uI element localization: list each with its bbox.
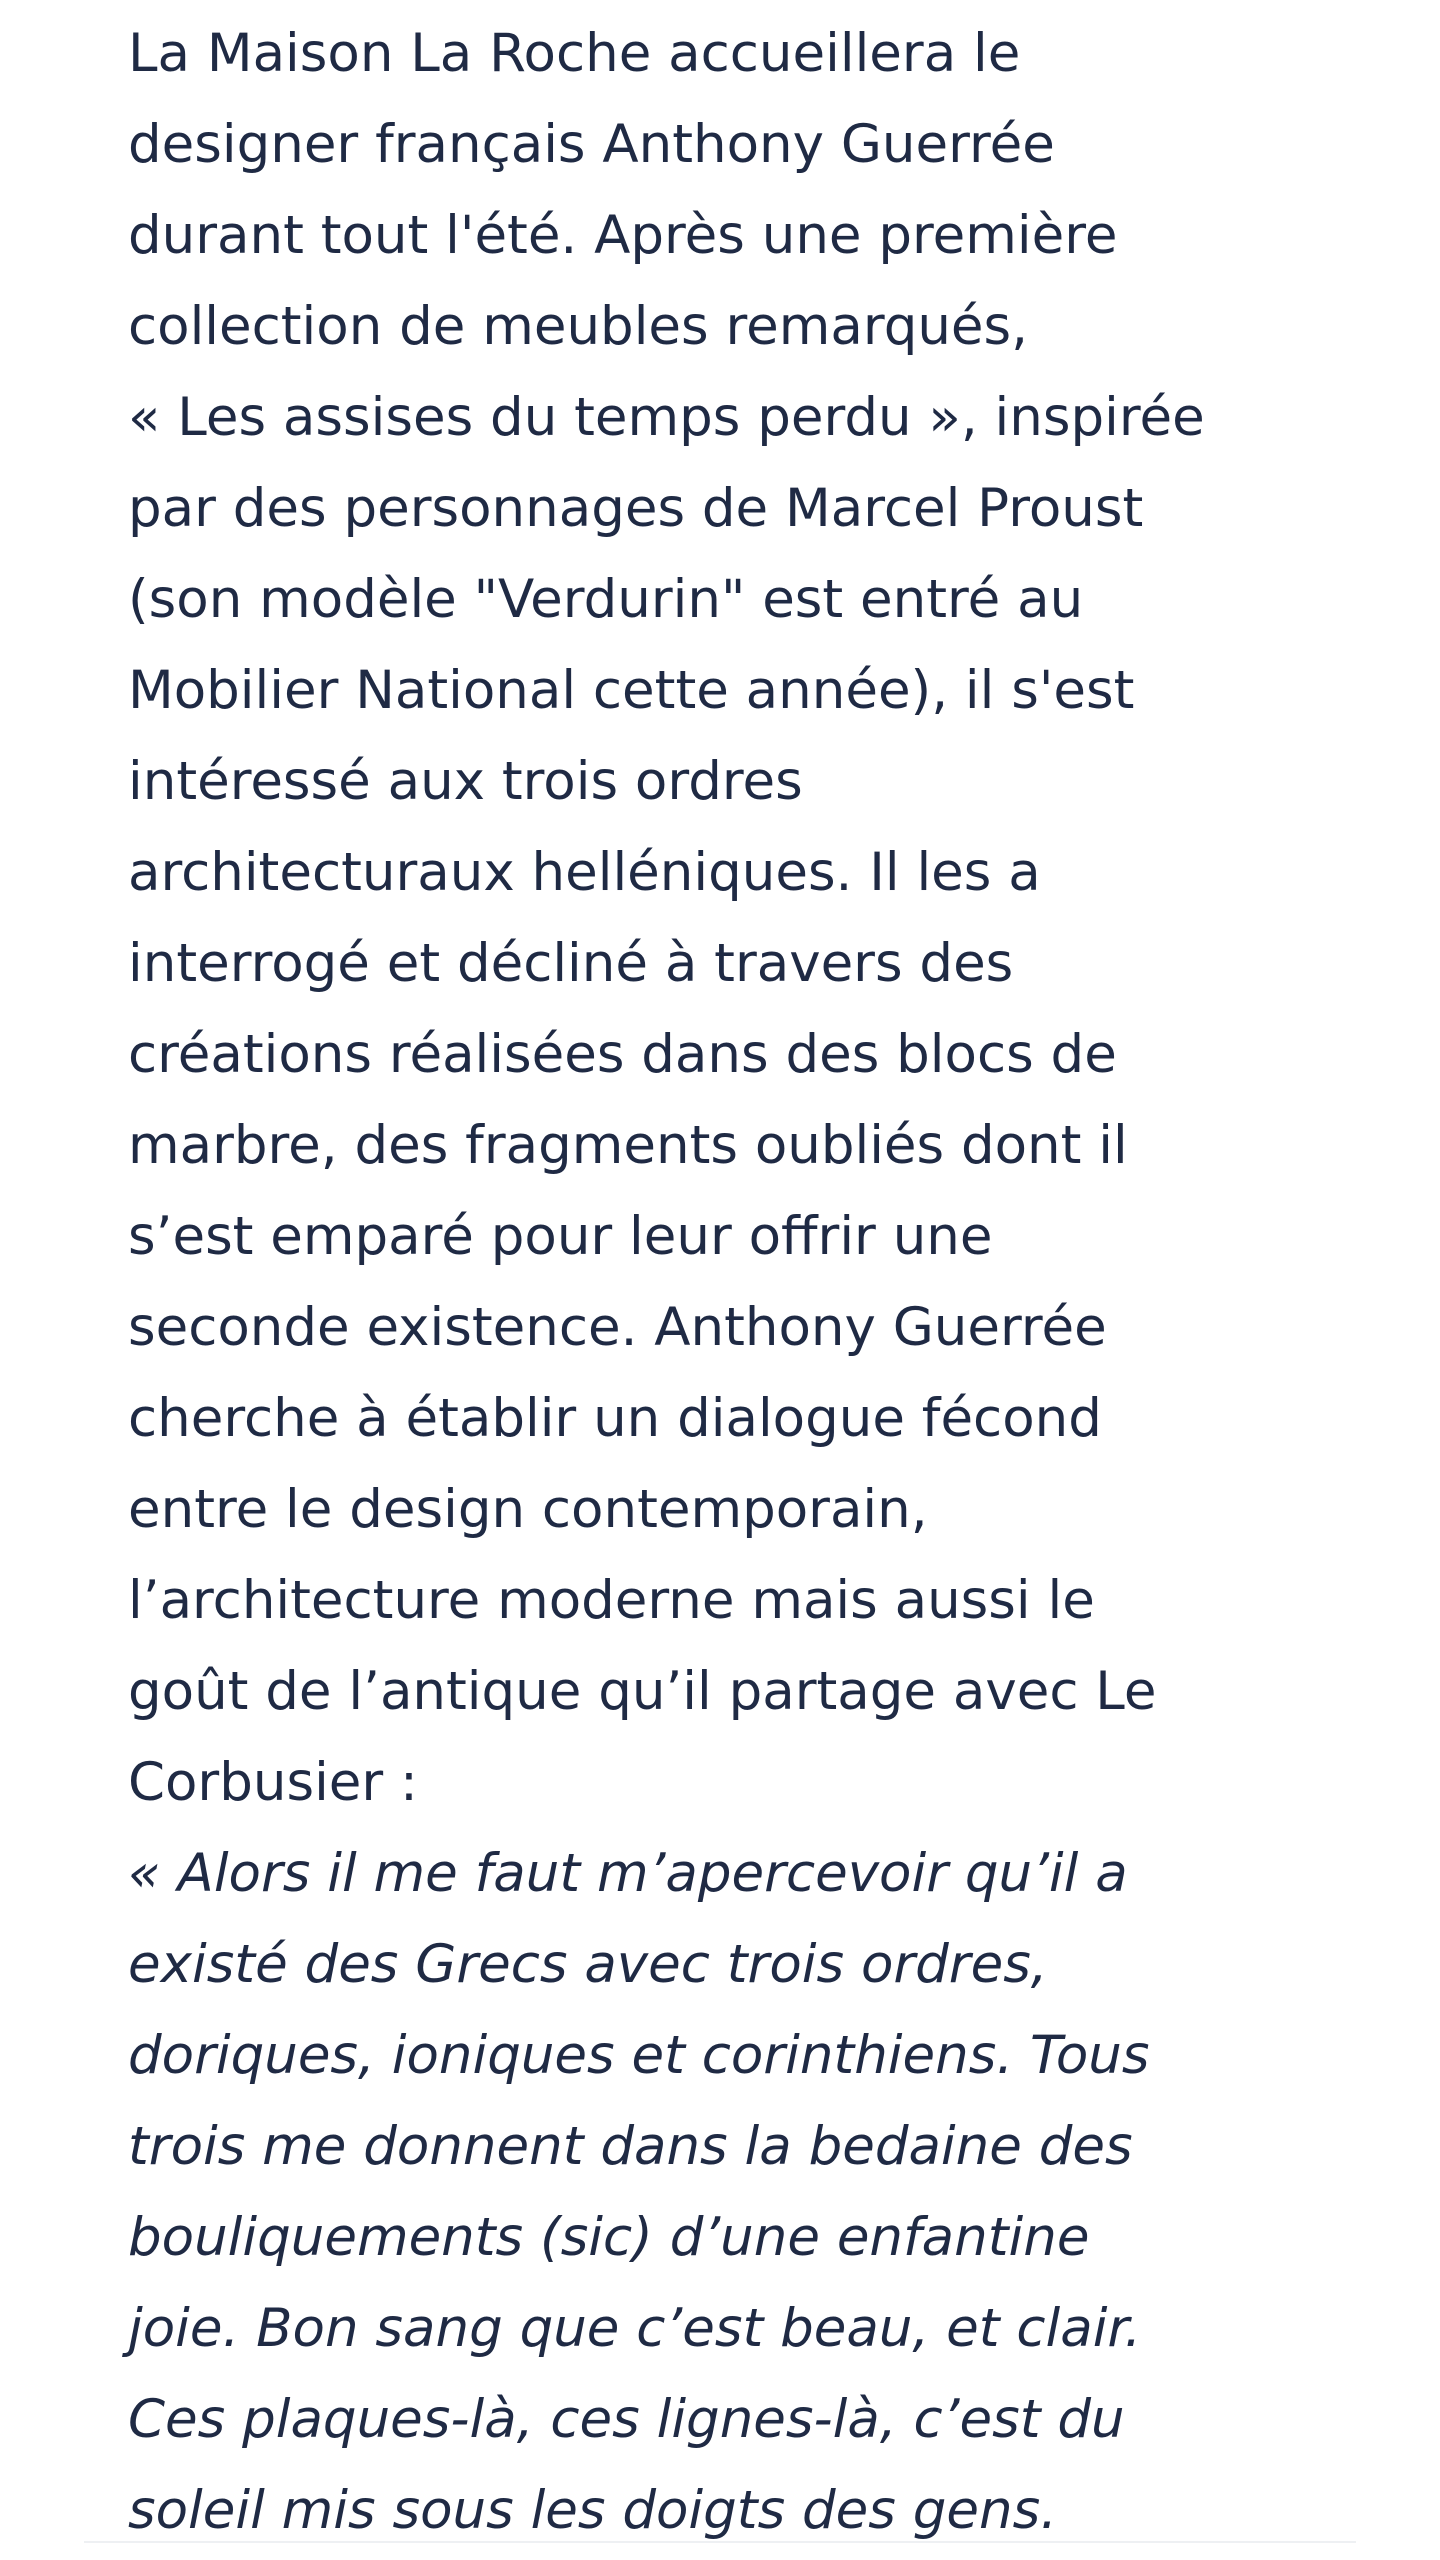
quote-line: Ces plaques-là, ces lignes-là, c’est du: [128, 2389, 1125, 2450]
paragraph-line: La Maison La Roche accueillera le: [128, 23, 1021, 84]
article-body: [128, 8, 1368, 2556]
paragraph-line: s’est emparé pour leur offrir une: [128, 1206, 993, 1267]
quote-line: joie. Bon sang que c’est beau, et clair.: [128, 2298, 1142, 2359]
paragraph-line: (son modèle "Verdurin" est entré au: [128, 569, 1084, 630]
paragraph-line: interrogé et décliné à travers des: [128, 933, 1014, 994]
paragraph-line: architecturaux helléniques. Il les a: [128, 842, 1041, 903]
paragraph-line: Mobilier National cette année), il s'est: [128, 660, 1135, 721]
paragraph-line: designer français Anthony Guerrée: [128, 114, 1055, 175]
bottom-divider: [84, 2541, 1356, 2543]
quote-line: bouliquements (sic) d’une enfantine: [128, 2207, 1090, 2268]
quote-line: « Alors il me faut m’apercevoir qu’il a: [128, 1843, 1128, 1904]
paragraph-line: Corbusier :: [128, 1752, 418, 1813]
paragraph-line: l’architecture moderne mais aussi le: [128, 1570, 1095, 1631]
quote-line: trois me donnent dans la bedaine des: [128, 2116, 1133, 2177]
quote-line: existé des Grecs avec trois ordres,: [128, 1934, 1048, 1995]
paragraph-line: intéressé aux trois ordres: [128, 751, 803, 812]
paragraph-line: collection de meubles remarqués,: [128, 296, 1028, 357]
paragraph-line: goût de l’antique qu’il partage avec Le: [128, 1661, 1157, 1722]
paragraph-line: marbre, des fragments oubliés dont il: [128, 1115, 1128, 1176]
paragraph-line: entre le design contemporain,: [128, 1479, 928, 1540]
quote-line: soleil mis sous les doigts des gens.: [128, 2480, 1058, 2541]
paragraph-line: par des personnages de Marcel Proust: [128, 478, 1144, 539]
article-paragraph: [128, 8, 1368, 1828]
le-corbusier-quote: [128, 1828, 1368, 2556]
quote-line: doriques, ioniques et corinthiens. Tous: [128, 2025, 1150, 2086]
paragraph-line: « Les assises du temps perdu », inspirée: [128, 387, 1205, 448]
paragraph-line: seconde existence. Anthony Guerrée: [128, 1297, 1107, 1358]
paragraph-line: cherche à établir un dialogue fécond: [128, 1388, 1102, 1449]
paragraph-line: durant tout l'été. Après une première: [128, 205, 1118, 266]
paragraph-line: créations réalisées dans des blocs de: [128, 1024, 1117, 1085]
